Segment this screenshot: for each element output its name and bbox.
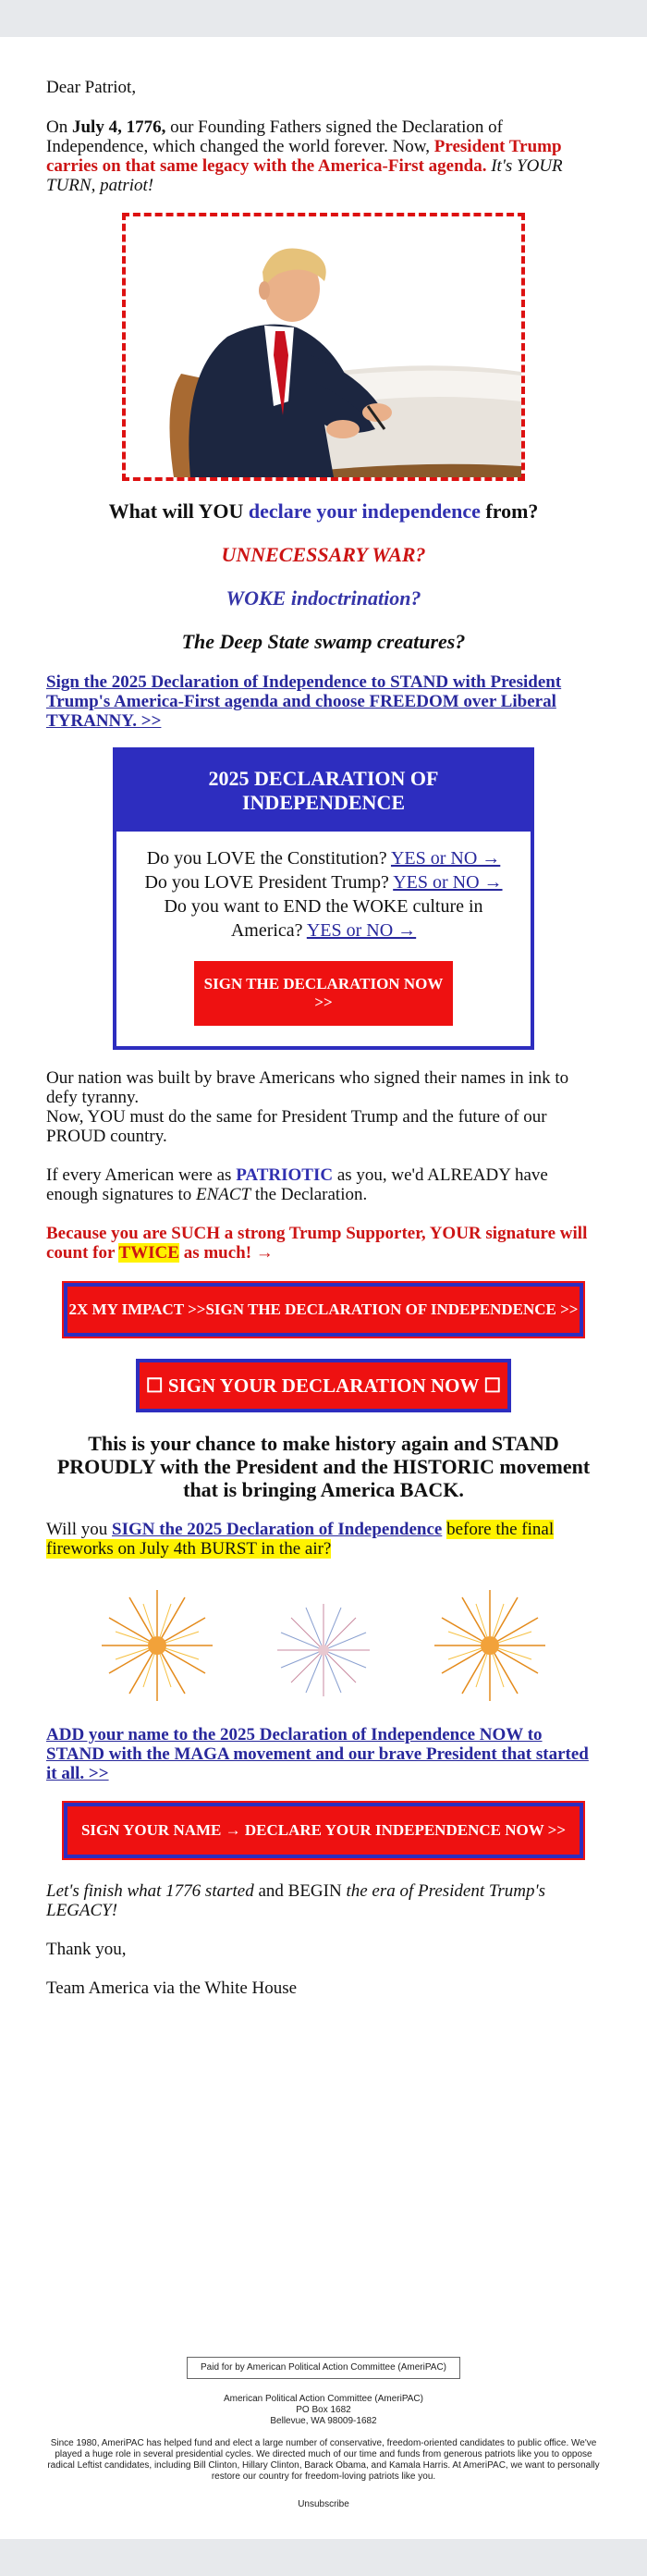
paid-for-box: Paid for by American Political Action Committee (AmeriPAC) — [187, 2357, 460, 2379]
add-name-paragraph — [46, 1725, 601, 1783]
intro-on: On — [46, 117, 72, 137]
greeting: Dear Patriot, — [46, 78, 137, 97]
patriotic-paragraph — [46, 1165, 601, 1204]
trump-text: Do you LOVE President Trump? — [144, 872, 389, 893]
twice-paragraph — [46, 1224, 601, 1263]
footer-org: American Political Action Committee (AmeriPAC) — [224, 2394, 423, 2404]
twice-a: Because you are SUCH a strong Trump Supporter, YOUR signature will count for — [46, 1224, 588, 1263]
sign-declaration-link[interactable]: Sign the 2025 Declaration of Independence to STAND with President Trump's America-First agenda and choose FREEDOM over Liberal TYRANNY. >> — [46, 672, 562, 731]
email-sheet — [0, 37, 647, 2539]
trump-signing-image — [126, 216, 521, 477]
closing-c: BEGIN — [287, 1881, 342, 1901]
unsubscribe-link[interactable]: Unsubscribe — [298, 2499, 349, 2509]
sign-link-paragraph — [46, 672, 601, 731]
fireworks-icon — [46, 1581, 601, 1710]
sign-your-name-button[interactable]: SIGN YOUR NAME → DECLARE YOUR INDEPENDENCE NOW >> — [64, 1803, 583, 1858]
intro-italic: It's YOUR TURN, patriot! — [46, 156, 563, 195]
declaration-box — [113, 747, 534, 1050]
footer-city: Bellevue, WA 98009-1682 — [270, 2416, 377, 2426]
intro-middle: our Founding Fathers signed the Declaration of Independence, which changed the world forever. Now, — [46, 117, 503, 156]
double-impact-button[interactable]: 2X MY IMPACT >>SIGN THE DECLARATION OF INDEPENDENCE >> — [64, 1283, 583, 1337]
top-band — [0, 0, 647, 37]
patriotic-c: the Declaration. — [250, 1185, 368, 1204]
trump-yes-no-link[interactable]: YES or NO → — [393, 872, 503, 893]
intro-date: July 4, 1776, — [71, 117, 166, 137]
declare-question — [46, 499, 601, 524]
twice-highlight: TWICE — [118, 1243, 179, 1263]
constitution-yes-no-link[interactable]: YES or NO → — [390, 848, 501, 869]
closing-a: Let's finish what 1776 started — [46, 1881, 254, 1901]
signature: Team America via the White House — [46, 1978, 298, 1998]
constitution-question — [129, 846, 518, 870]
constitution-text: Do you LOVE the Constitution? — [146, 848, 387, 869]
email-body — [46, 78, 601, 1998]
declaration-title: 2025 DECLARATION OF INDEPENDENCE — [116, 751, 531, 832]
q1-b: declare your independence — [248, 499, 481, 523]
q1-c: from? — [480, 499, 539, 523]
intro-paragraph — [46, 117, 601, 195]
closing-d: the era of President Trump's LEGACY! — [46, 1881, 545, 1920]
add-name-link[interactable]: ADD your name to the 2025 Declaration of Independence NOW to STAND with the MAGA movement and our brave President that started it all. >> — [46, 1725, 589, 1783]
thank-you: Thank you, — [46, 1940, 127, 1959]
footer-unsubscribe-row — [0, 2499, 647, 2510]
hero-photo[interactable] — [122, 213, 525, 481]
fireworks-highlight: before the final fireworks on July 4th BURST in the air? — [46, 1520, 555, 1559]
woke-question — [129, 894, 518, 943]
q1-a: What will YOU — [108, 499, 249, 523]
question-war: UNNECESSARY WAR? — [221, 543, 426, 566]
footer-po: PO Box 1682 — [296, 2405, 351, 2415]
sign-your-declaration-button[interactable]: ☐ SIGN YOUR DECLARATION NOW ☐ — [136, 1359, 511, 1412]
footer-address — [0, 2394, 647, 2427]
footer-about: Since 1980, AmeriPAC has helped fund and elect a large number of conservative, freedom-oriented candidates to public office. We've played a huge role in several presidential cycles. We directed much of our time and funds from generous patriots like you to oppose radical Leftist candidates, including Bill Clinton, Hillary Clinton, Barack Obama, and Kamala Harris. At AmeriPAC, we want to personally restore our country for freedom-loving patriots like you. — [47, 2438, 600, 2482]
enact-word: ENACT — [196, 1185, 251, 1204]
sign-declaration-now-button[interactable]: SIGN THE DECLARATION NOW >> — [194, 961, 453, 1026]
fireworks-question — [46, 1520, 601, 1559]
fireworks-a: Will you — [46, 1520, 113, 1539]
question-deep-state: The Deep State swamp creatures? — [181, 630, 466, 653]
intro-red-text: President Trump carries on that same legacy with the America-First agenda. — [46, 137, 562, 176]
closing-paragraph — [46, 1881, 601, 1920]
patriotic-b: as you, we'd ALREADY have enough signatures to — [46, 1165, 548, 1204]
patriotic-a: If every American were as — [46, 1165, 237, 1185]
patriotic-word: PATRIOTIC — [236, 1165, 334, 1185]
fireworks-sign-link[interactable]: SIGN the 2025 Declaration of Independence — [112, 1520, 443, 1539]
body-line-2: Now, YOU must do the same for President Trump and the future of our PROUD country. — [46, 1107, 547, 1146]
question-woke: WOKE indoctrination? — [226, 586, 421, 610]
history-heading: This is your chance to make history again and STAND PROUDLY with the President and the HISTORIC movement that is bringing America BACK. — [56, 1432, 591, 1501]
declaration-questions — [116, 832, 531, 1046]
twice-b: as much! → — [178, 1243, 274, 1263]
paid-for-disclaimer — [0, 2357, 647, 2379]
fireworks-image — [46, 1581, 601, 1710]
closing-b: and — [253, 1881, 288, 1901]
woke-text: Do you want to END the WOKE culture in America? — [164, 896, 483, 941]
woke-yes-no-link[interactable]: YES or NO → — [306, 920, 417, 941]
trump-question — [129, 870, 518, 894]
body-line-1: Our nation was built by brave Americans who signed their names in ink to defy tyranny. — [46, 1068, 569, 1107]
